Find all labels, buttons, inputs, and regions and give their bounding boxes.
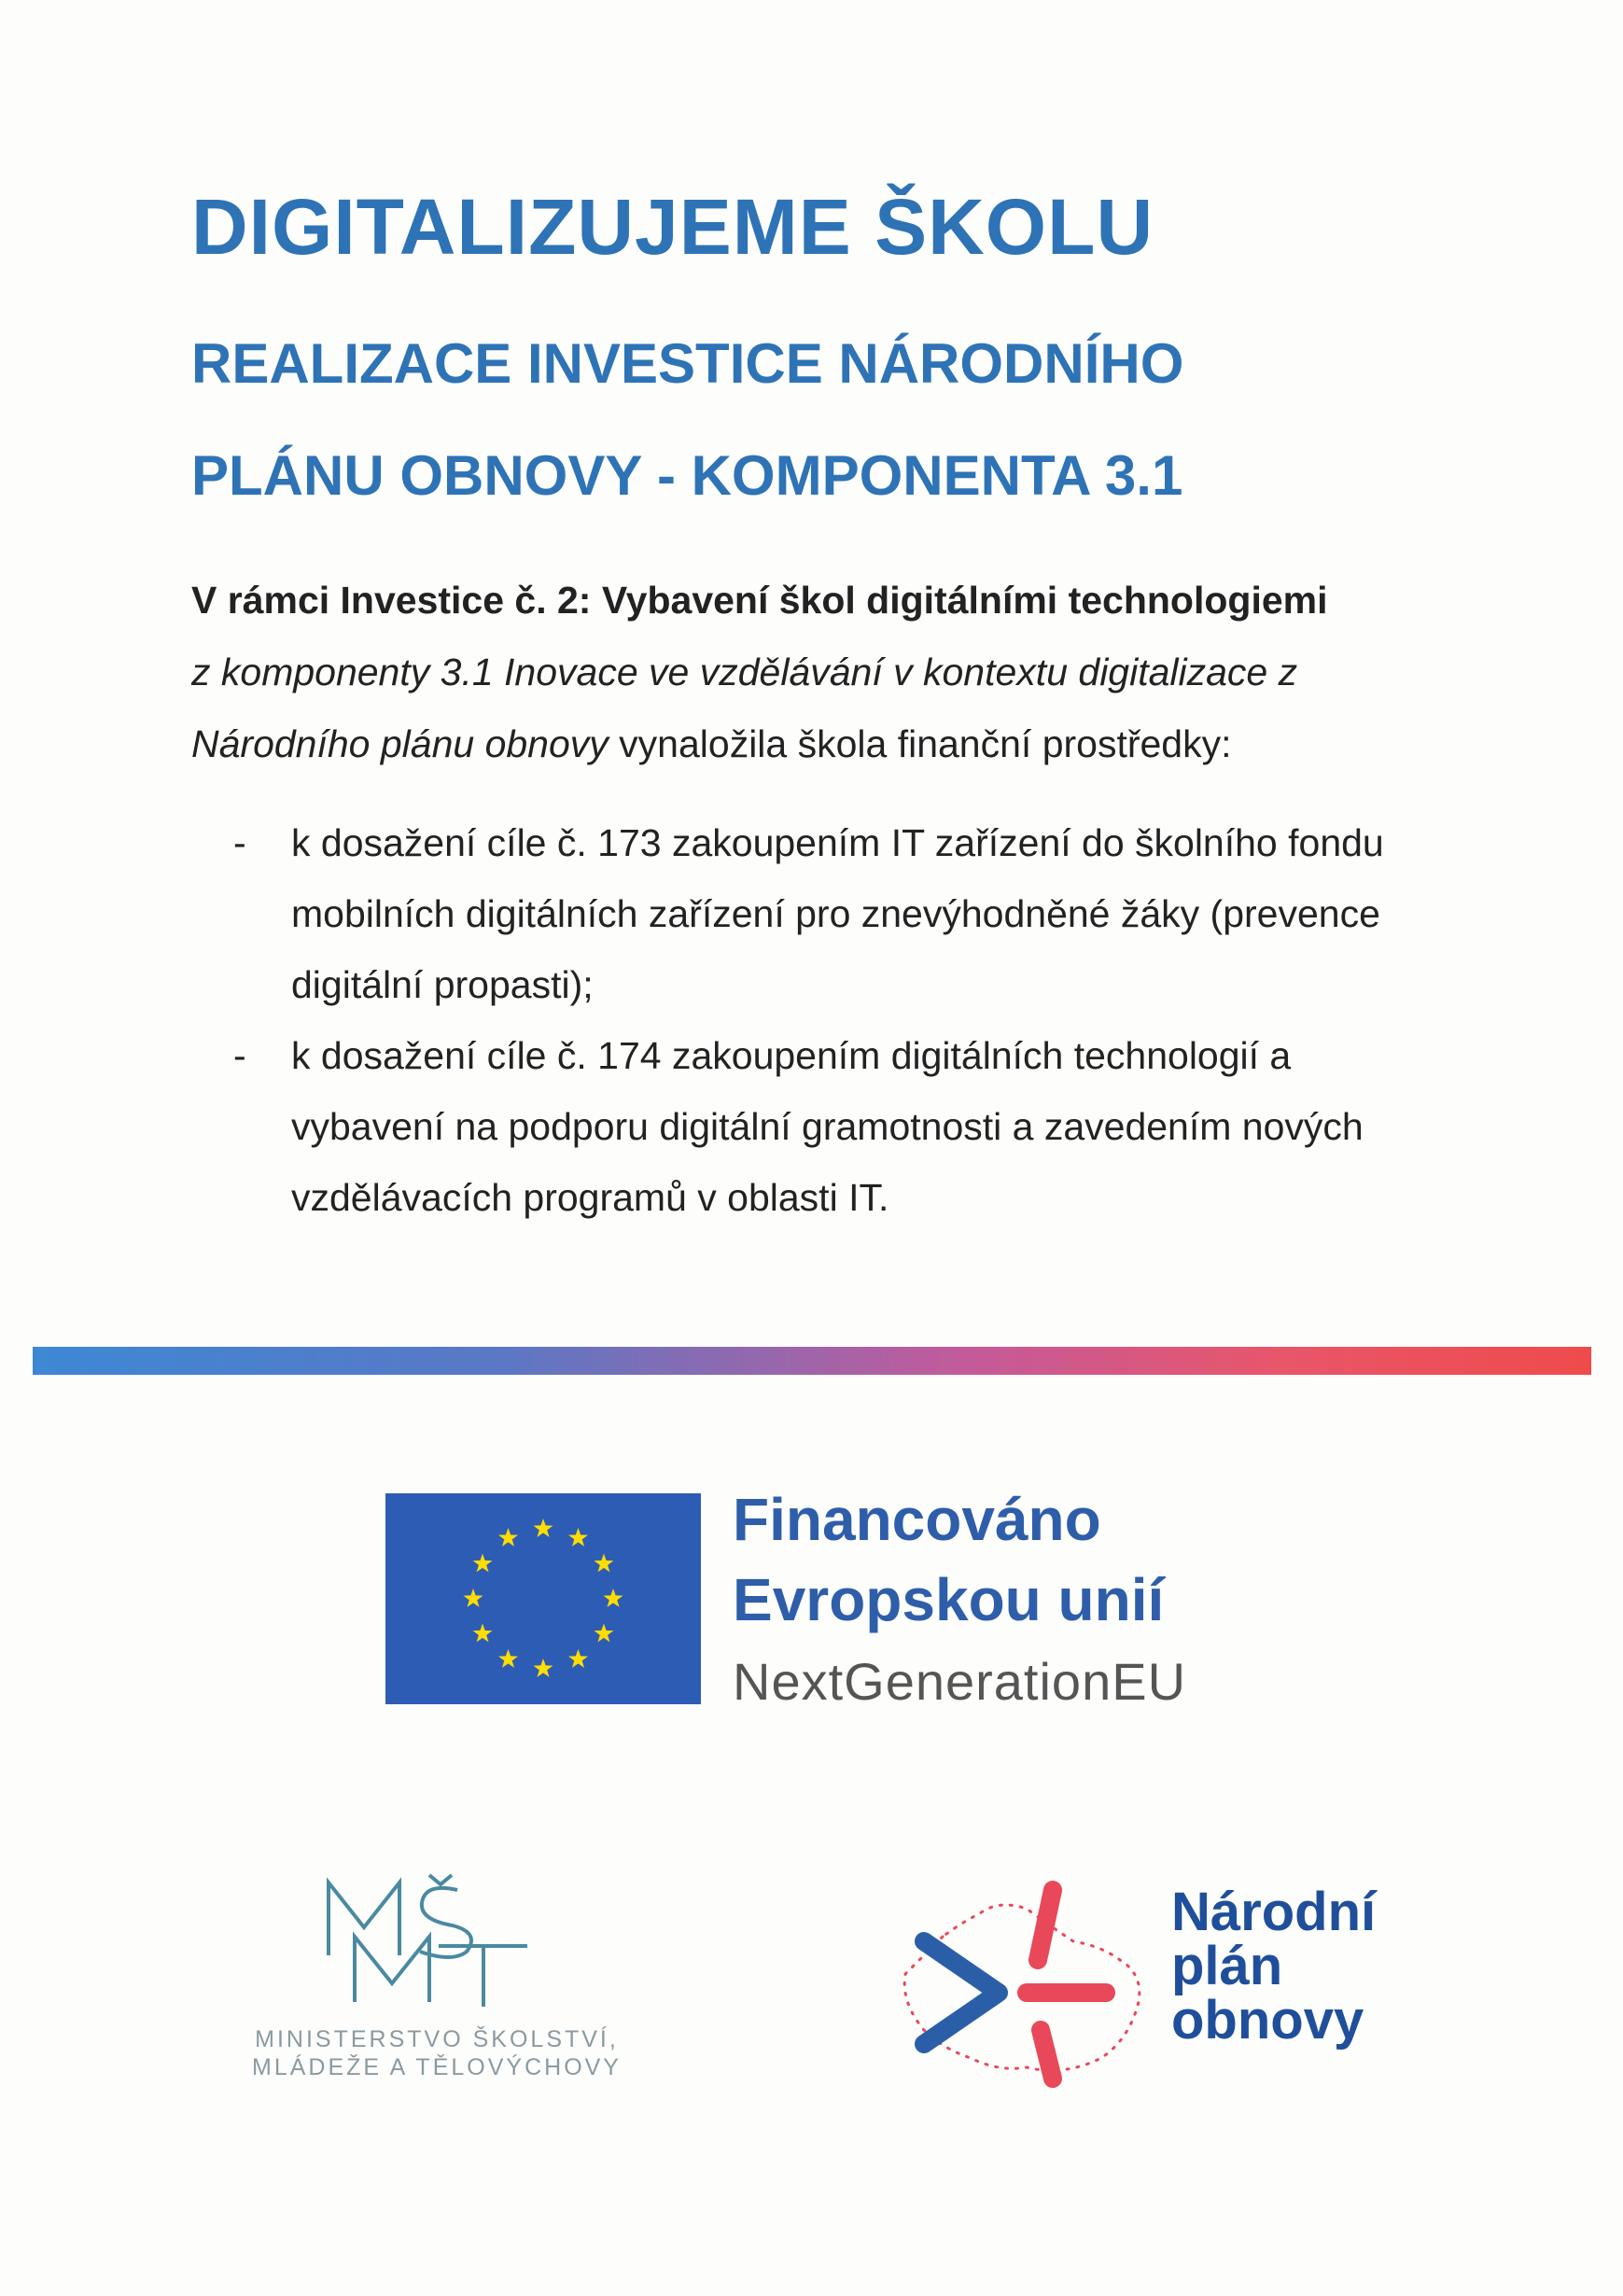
msmt-name (213, 2025, 661, 2081)
list-dash: - (233, 1034, 246, 1077)
eu-star-icon (534, 1519, 553, 1537)
eu-star-icon (595, 1624, 614, 1643)
eu-star-icon (604, 1589, 623, 1607)
intro-italic-text: z komponenty 3.1 Inovace ve vzdělávání v kontextu digitalizace z Národního plánu obnovy (191, 651, 1298, 765)
list-item (233, 1020, 1409, 1233)
list-dash: - (233, 821, 246, 864)
npo-logo-icon (887, 1871, 1167, 2095)
npo-line-1: Národní (1171, 1882, 1377, 1942)
msmt-line-2: MLÁDEŽE A TĚLOVÝCHOVY (252, 2054, 622, 2080)
eu-star-icon (473, 1554, 493, 1573)
eu-line-2: Evropskou unií (733, 1566, 1165, 1633)
list-item (233, 807, 1409, 1020)
msmt-logo-svg (317, 1871, 541, 2011)
subtitle-line-1: REALIZACE INVESTICE NÁRODNÍHO (191, 332, 1184, 395)
eu-star-icon (473, 1624, 493, 1643)
msmt-logo-icon (317, 1871, 541, 2011)
intro-paragraph (191, 565, 1442, 780)
list-item-text: k dosažení cíle č. 173 zakoupením IT zařízení do školního fondu mobilních digitálních zařízení pro znevýhodněné žáky (prevence digitální propasti); (291, 821, 1384, 1006)
eu-star-icon (568, 1528, 588, 1547)
page-subtitle (191, 308, 1405, 532)
msmt-line-1: MINISTERSTVO ŠKOLSTVÍ, (255, 2026, 619, 2052)
eu-star-icon (595, 1554, 614, 1573)
goals-list (233, 807, 1409, 1233)
npo-line-3: obnovy (1171, 1990, 1364, 2051)
eu-line-3: NextGenerationEU (733, 1652, 1187, 1711)
eu-star-icon (568, 1649, 588, 1668)
intro-bold-text: V rámci Investice č. 2: Vybavení škol digitálními technologiemi (191, 579, 1328, 622)
npo-line-2: plán (1171, 1936, 1283, 1996)
eu-funding-text (733, 1479, 1186, 1724)
npo-logo-svg (887, 1871, 1167, 2095)
gradient-divider (33, 1347, 1591, 1375)
list-item-text: k dosažení cíle č. 174 zakoupením digitálních technologií a vybavení na podporu digitální gramotnosti a zavedením nových vzdělávacích programů v oblasti IT. (291, 1034, 1364, 1219)
eu-star-icon (534, 1659, 553, 1677)
intro-rest-text: vynaložila škola finanční prostředky: (608, 722, 1232, 765)
npo-name (1171, 1882, 1377, 2051)
subtitle-line-2: PLÁNU OBNOVY - KOMPONENTA 3.1 (191, 444, 1183, 507)
page-title: DIGITALIZUJEME ŠKOLU (191, 183, 1154, 271)
eu-stars-svg (385, 1493, 701, 1704)
eu-line-1: Financováno (733, 1486, 1101, 1553)
eu-star-icon (498, 1649, 518, 1668)
eu-flag-icon (385, 1493, 701, 1704)
eu-star-icon (464, 1589, 483, 1607)
eu-star-icon (498, 1528, 518, 1547)
msmt-logo-text: MŠMT (317, 1871, 320, 1872)
